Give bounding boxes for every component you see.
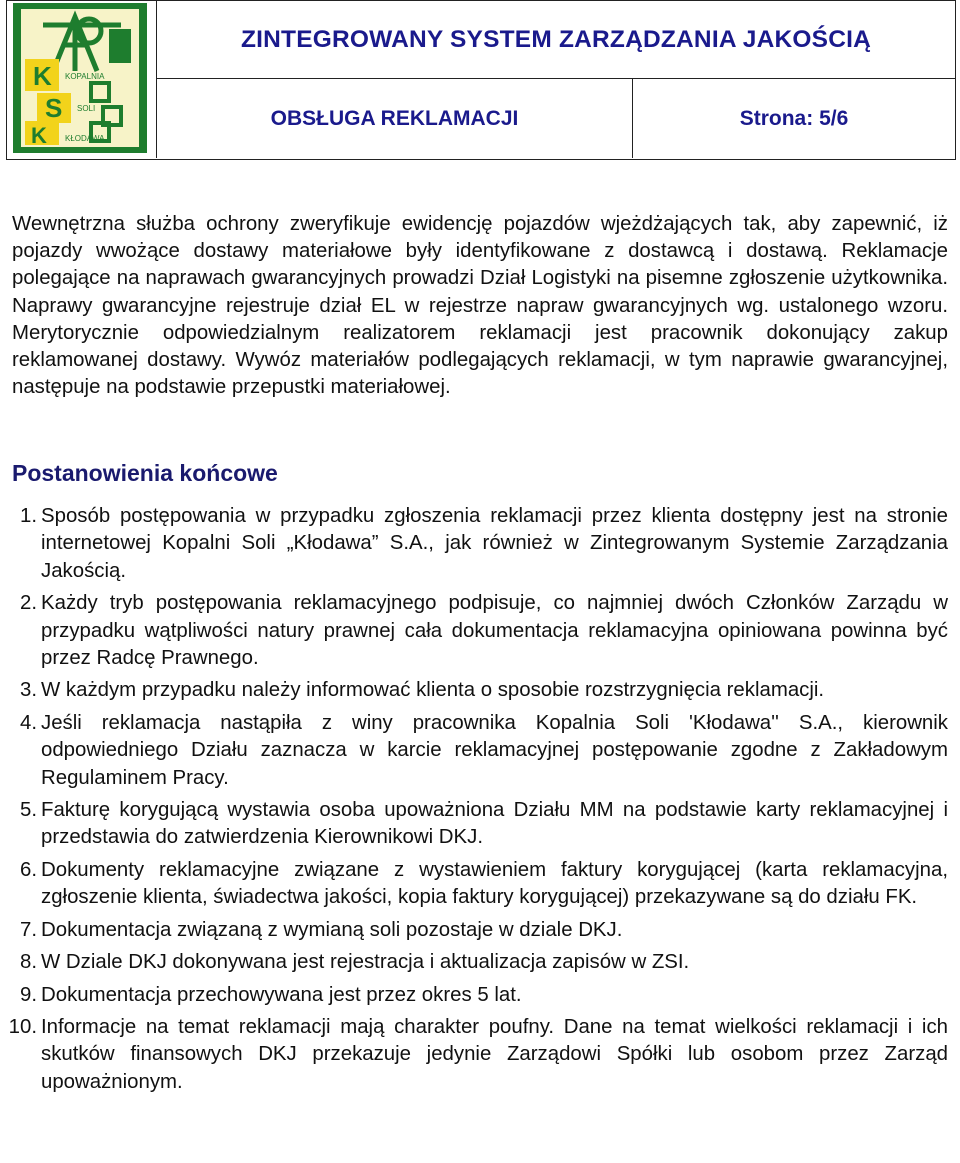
list-item-number: 8. — [19, 951, 37, 974]
subtitle-cell — [157, 79, 633, 158]
logo-word-klodawa: KŁODAWA — [65, 134, 105, 143]
list-item-number: 7. — [19, 918, 37, 941]
list-item — [0, 857, 948, 912]
list-item-number: 6. — [19, 858, 37, 881]
list-item-text: Każdy tryb postępowania reklamacyjnego podpisuje, co najmniej dwóch Członków Zarządu w przypadku wątpliwości natury prawnej cała dokumentacja reklamacyjna opiniowana powinna być przez Radcę Prawnego. — [41, 592, 948, 670]
logo-letter-k: K — [33, 61, 52, 91]
intro-paragraph: Wewnętrzna służba ochrony zweryfikuje ewidencję pojazdów wjeżdżających tak, aby zapewnić, iż pojazdy wwożące dostawy materiałowe były identyfikowane z dostawcą i dostawą. Reklamacje polegające na naprawach gwarancyjnych prowadzi Dział Logistyki na pisemne zgłoszenie użytkownika. Naprawy gwarancyjne rejestruje dział EL w rejestrze napraw gwarancyjnych wg. ustalonego wzoru. Merytorycznie odpowiedzialnym realizatorem reklamacji jest pracownik dokonujący zakup reklamowanej dostawy. Wywóz materiałów podlegających reklamacji, w tym naprawie gwarancyjnej, następuje na podstawie przepustki materiałowej. — [12, 213, 948, 399]
list-item-text: W Dziale DKJ dokonywana jest rejestracja i aktualizacja zapisów w ZSI. — [41, 951, 690, 974]
list-item — [0, 1014, 948, 1096]
list-item-number: 10. — [8, 1015, 37, 1038]
list-item-text: Jeśli reklamacja nastąpiła z winy pracownika Kopalnia Soli 'Kłodawa'' S.A., kierownik odpowiedniego Działu zaznacza w karcie reklamacyjnej postępowanie zgodne z Zakładowym Regulaminem Pracy. — [41, 711, 948, 789]
list-item-number: 4. — [19, 711, 37, 734]
logo-word-soli: SOLI — [77, 104, 96, 113]
list-item — [0, 917, 948, 944]
document-title: ZINTEGROWANY SYSTEM ZARZĄDZANIA JAKOŚCIĄ — [240, 25, 872, 53]
logo-word-kopalnia: KOPALNIA — [65, 72, 105, 81]
list-item-text: W każdym przypadku należy informować klienta o sposobie rozstrzygnięcia reklamacji. — [41, 679, 825, 702]
list-item-number: 5. — [19, 799, 37, 822]
list-item-number: 2. — [19, 592, 37, 615]
section-heading: Postanowienia końcowe — [12, 460, 278, 486]
list-item-text: Sposób postępowania w przypadku zgłoszenia reklamacji przez klienta dostępny jest na stronie internetowej Kopalni Soli „Kłodawa” S.A., jak również w Zintegrowanym Systemie Zarządzania Jakością. — [41, 505, 948, 582]
logo-letter-s: S — [45, 93, 63, 123]
list-item — [0, 797, 948, 852]
list-item — [0, 710, 948, 792]
list-item-text: Informacje na temat reklamacji mają charakter poufny. Dane na temat wielkości reklamacji i ich skutków finansowych DKJ przekazuje jedynie Zarządowi Spółki lub osobom przez Zarząd upoważnionym. — [41, 1015, 948, 1093]
logo-cell — [7, 1, 157, 158]
page-number-cell — [633, 79, 955, 158]
list-item-number: 3. — [19, 679, 37, 702]
list-item-text: Dokumentacja związaną z wymianą soli pozostaje w dziale DKJ. — [41, 918, 623, 941]
list-item-text: Dokumenty reklamacyjne związane z wystawieniem faktury korygującej (karta reklamacyjna, zgłoszenie klienta, świadectwa jakości, kopia faktury korygującej) przekazywane są do działu FK. — [41, 858, 948, 909]
page-number: Strona: 5/6 — [739, 106, 849, 130]
list-item-text: Dokumentacja przechowywana jest przez okres 5 lat. — [41, 983, 522, 1006]
logo-letter-k2: K — [31, 123, 47, 148]
list-item — [0, 949, 948, 976]
list-item — [0, 590, 948, 672]
list-item — [0, 503, 948, 585]
list-item-number: 9. — [19, 983, 37, 1006]
list-item-text: Fakturę korygującą wystawia osoba upoważniona Działu MM na podstawie karty reklamacyjnej i przedstawia do zatwierdzenia Kierownikowi DKJ. — [41, 799, 948, 849]
title-cell — [157, 1, 955, 79]
company-logo — [13, 3, 147, 153]
document-subtitle: OBSŁUGA REKLAMACJI — [270, 106, 519, 130]
list-item-number: 1. — [19, 505, 37, 527]
list-item — [0, 677, 948, 704]
list-item — [0, 982, 948, 1009]
document-header — [6, 0, 956, 160]
final-provisions-list — [0, 503, 948, 1096]
